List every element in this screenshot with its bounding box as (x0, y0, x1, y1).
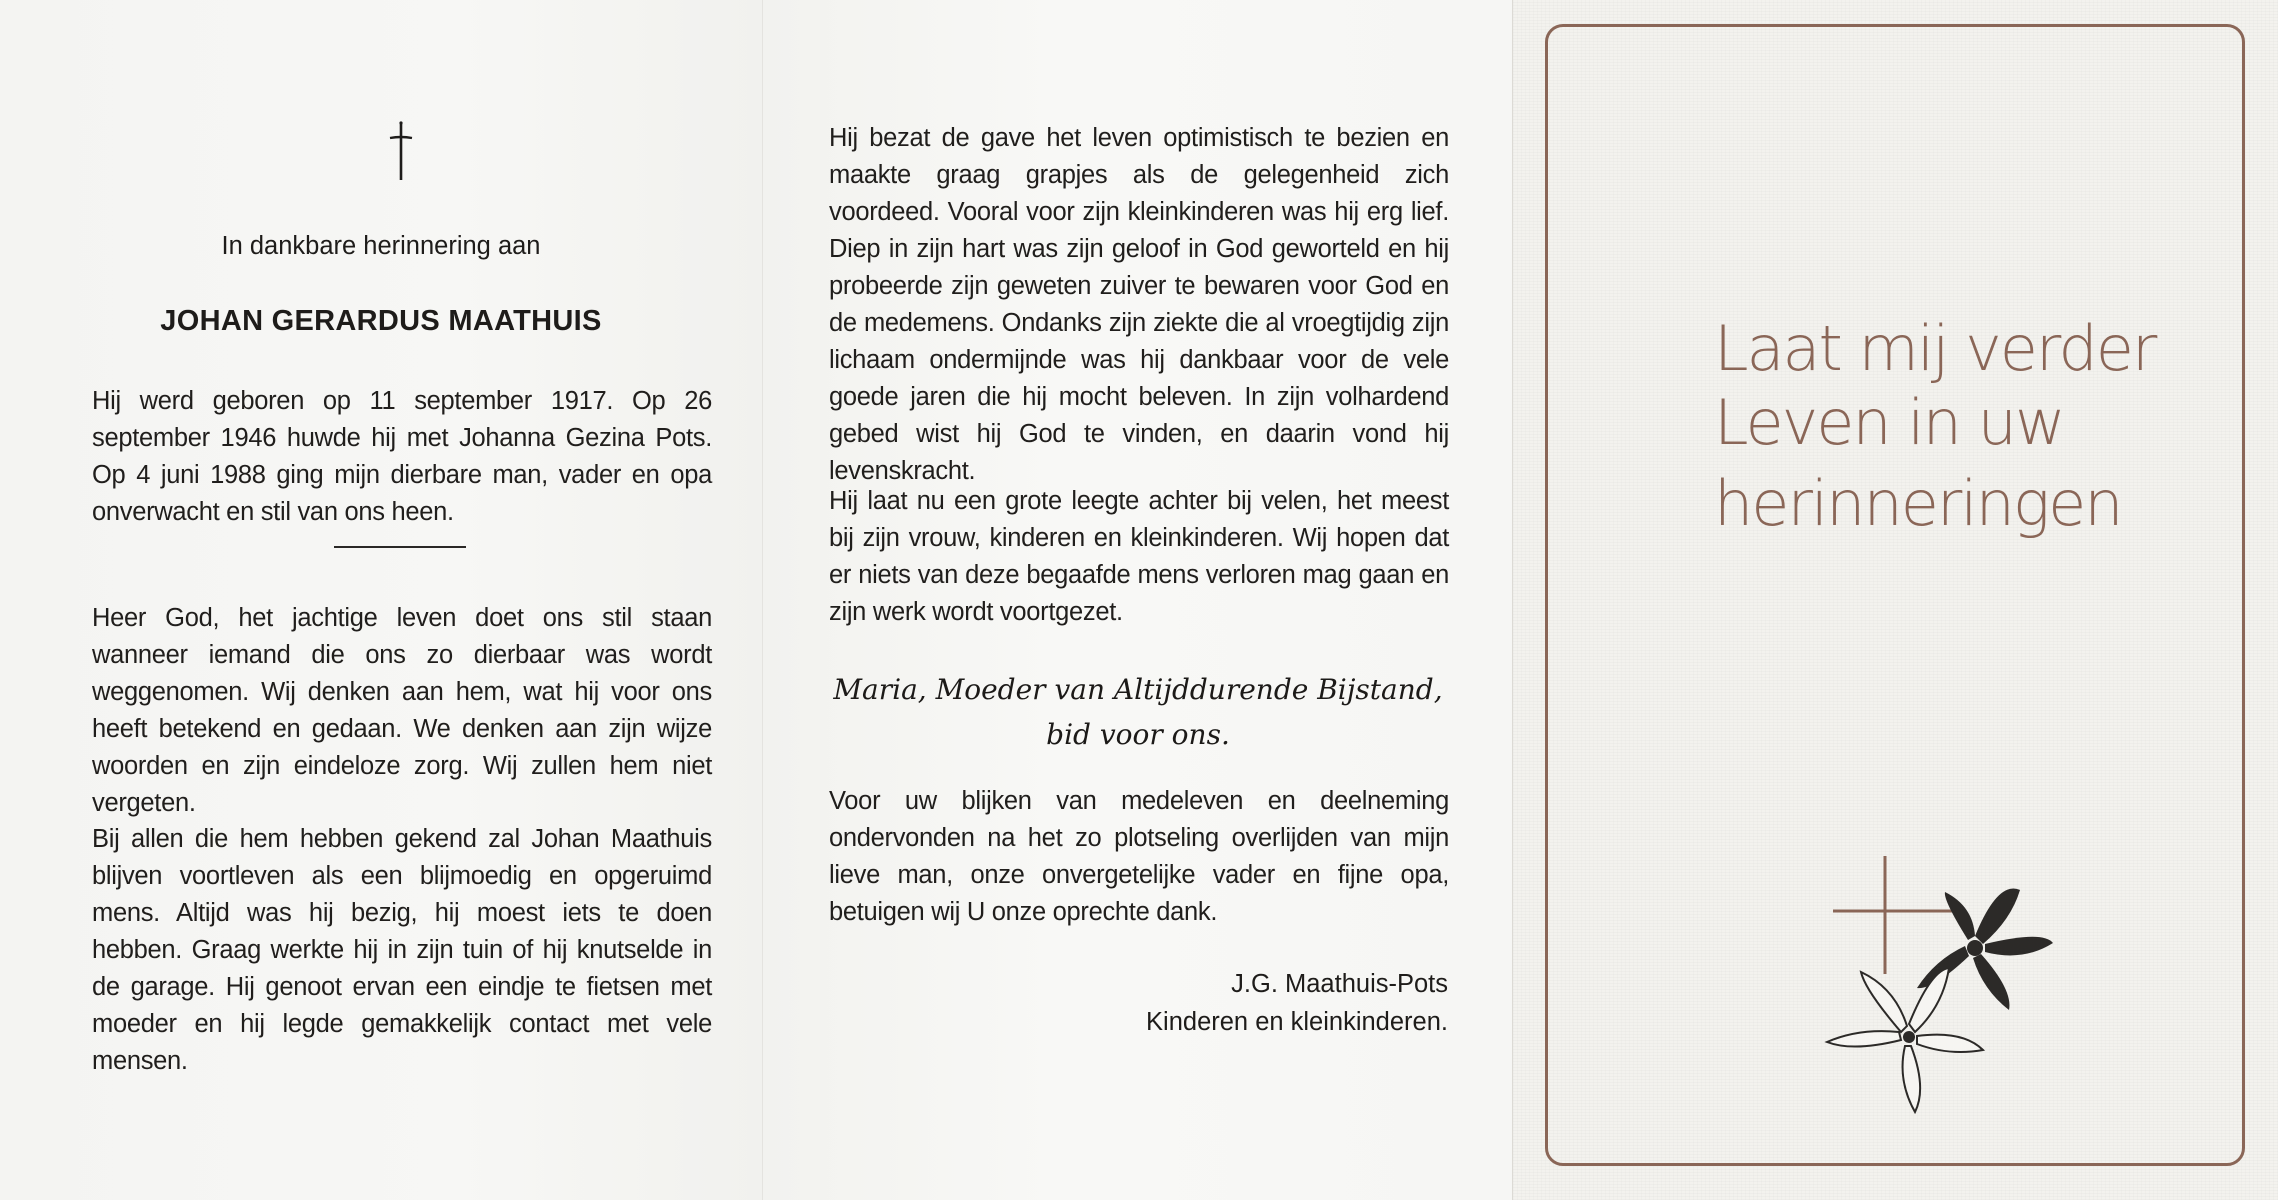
prayer-paragraph: Heer God, het jachtige leven doet ons stil staan wanneer iemand die ons zo dierbaar was wordt weggenomen. Wij denken aan hem, wat hij voor ons heeft betekend en gedaan. We denken aan zijn wijze woorden en zijn eindeloze zorg. Wij zullen hem niet vergeten. (92, 604, 712, 817)
cross-icon (386, 120, 416, 182)
verse-line-1: Laat mij verder (1714, 312, 2156, 385)
middle-panel (762, 0, 1512, 1200)
divider (334, 546, 466, 548)
verse-line-3: herinneringen (1714, 467, 2122, 540)
verse-line-2: Leven in uw (1714, 386, 2064, 459)
legacy-paragraph: Hij laat nu een grote leegte achter bij velen, het meest bij zijn vrouw, kinderen en kleinkinderen. Wij hopen dat er niets van deze begaafde mens verloren mag gaan en zijn werk wordt voortgezet. (829, 487, 1449, 626)
cross-icon (1833, 856, 1955, 974)
deceased-name: JOHAN GERARDUS MAATHUIS (160, 305, 602, 337)
left-panel (0, 0, 762, 1200)
marian-prayer-line-2: bid voor ons. (1046, 718, 1230, 751)
cross-and-flowers-ornament (1813, 840, 2113, 1130)
character-paragraph: Hij bezat de gave het leven optimistisch te bezien en maakte graag grapjes als de gelegenheid zich voordeed. Vooral voor zijn kleinkinderen was hij erg lief. Diep in zijn hart was zijn geloof in God geworteld en hij probeerde zijn geweten zuiver te bewaren voor God en de medemens. Ondanks zijn ziekte die al vroegtijdig zijn lichaam ondermijnde was hij dankbaar voor de vele goede jaren die hij mocht beleven. In zijn volhardend gebed wist hij God te vinden, en daarin vond hij levenskracht. (829, 124, 1449, 485)
outline-flower-icon (1827, 968, 1983, 1112)
biography-paragraph: Hij werd geboren op 11 september 1917. Op 26 september 1946 huwde hij met Johanna Gezina Pots. Op 4 juni 1988 ging mijn dierbare man, vader en opa onverwacht en stil van ons heen. (92, 387, 712, 526)
signature-family: Kinderen en kleinkinderen. (1146, 1008, 1448, 1036)
marian-prayer-line-1: Maria, Moeder van Altijddurende Bijstand, (833, 673, 1443, 706)
thanks-paragraph: Voor uw blijken van medeleven en deelneming ondervonden na het zo plotseling overlijden van mijn lieve man, onze onvergetelijke vader en fijne opa, betuigen wij U onze oprechte dank. (829, 787, 1449, 926)
cover-panel (1512, 0, 2278, 1200)
memory-paragraph: Bij allen die hem hebben gekend zal Johan Maathuis blijven voortleven als een blijmoedig en opgeruimd mens. Altijd was hij bezig, hij moest iets te doen hebben. Graag werkte hij in zijn tuin of hij knutselde in de garage. Hij genoot ervan een eindje te fietsen met moeder en hij legde gemakkelijk contact met vele mensen. (92, 825, 712, 1075)
signature-name: J.G. Maathuis-Pots (1231, 970, 1448, 998)
intro-text: In dankbare herinnering aan (221, 232, 541, 260)
